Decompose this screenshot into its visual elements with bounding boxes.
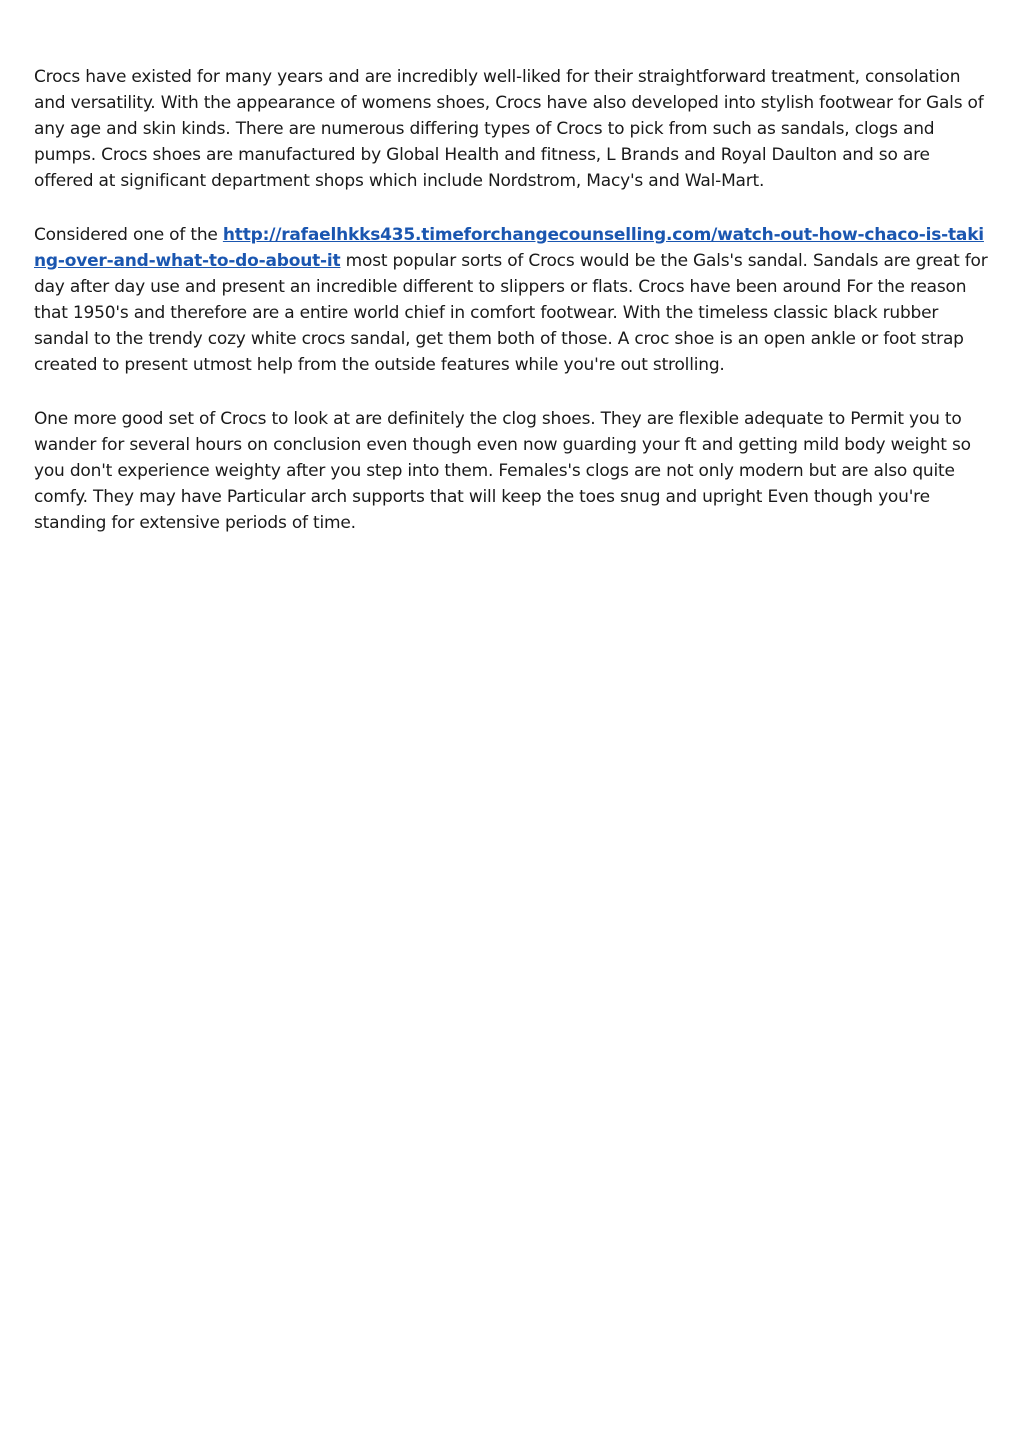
paragraph-clogs: One more good set of Crocs to look at are definitely the clog shoes. They are flexible adequate to Permit you to wander for several hours on conclusion even though even now guarding your ft and getting mild body weight so you don't experience weighty after you step into them. Females's clogs are not only modern but are also quite comfy. They may have Particular arch supports that will keep the toes snug and upright Even though you're standing for extensive periods of time. <box>34 409 971 533</box>
document-body <box>34 64 992 564</box>
paragraph-sandals <box>34 222 992 378</box>
paragraph-intro: Crocs have existed for many years and are incredibly well-liked for their straightforward treatment, consolation and versatility. With the appearance of womens shoes, Crocs have also developed into stylish footwear for Gals of any age and skin kinds. There are numerous differing types of Crocs to pick from such as sandals, clogs and pumps. Crocs shoes are manufactured by Global Health and fitness, L Brands and Royal Daulton and so are offered at significant department shops which include Nordstrom, Macy's and Wal-Mart. <box>34 67 984 191</box>
paragraph-text-before-link: Considered one of the <box>34 225 223 245</box>
article-link[interactable]: http://rafaelhkks435.timeforchangecounselling.com/watch-out-how-chaco-is-taking-over-and-what-to-do-about-it <box>34 225 984 271</box>
paragraph-text-after-link: most popular sorts of Crocs would be the Gals's sandal. Sandals are great for day after day use and present an incredible different to slippers or flats. Crocs have been around For the reason that 1950's and therefore are a entire world chief in comfort footwear. With the timeless classic black rubber sandal to the trendy cozy white crocs sandal, get them both of those. A croc shoe is an open ankle or foot strap created to present utmost help from the outside features while you're out strolling. <box>34 251 988 375</box>
